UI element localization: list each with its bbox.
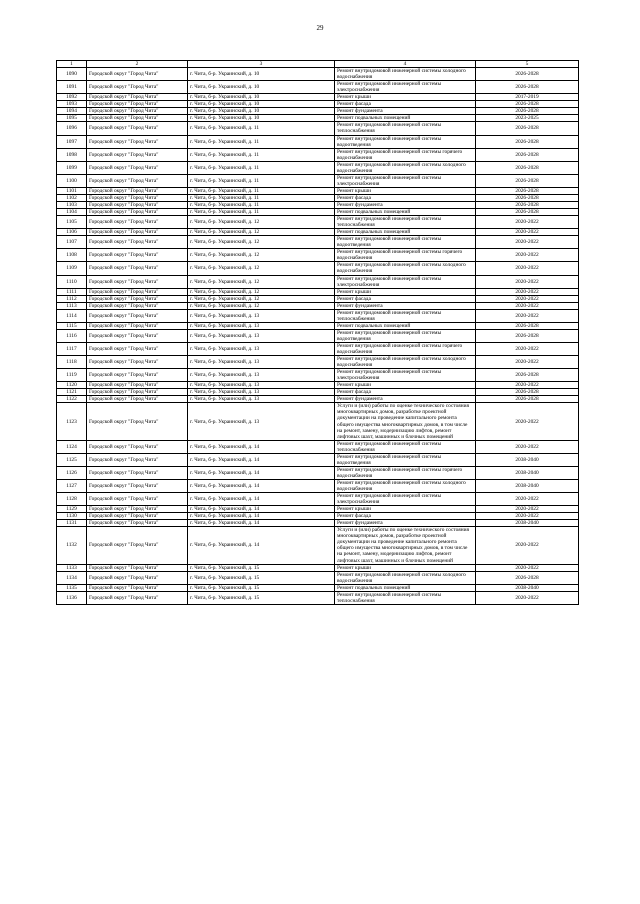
work-type-cell: Ремонт крыши: [335, 187, 476, 194]
table-row: [57, 564, 579, 571]
address-cell: г. Чита, б-р. Украинский, д. 12: [188, 229, 335, 236]
table-row: [57, 440, 579, 453]
work-type-cell: Ремонт крыши: [335, 382, 476, 389]
table-row: [57, 122, 579, 135]
municipality-cell: Городской округ "Город Чита": [87, 122, 188, 135]
table-row: [57, 382, 579, 389]
address-cell: г. Чита, б-р. Украинский, д. 10: [188, 108, 335, 115]
work-type-cell: Ремонт внутридомовой инженерной системы электроснабжения: [335, 174, 476, 187]
work-type-cell: Ремонт внутридомовой инженерной системы холодного водоснабжения: [335, 68, 476, 81]
row-number-cell: 1099: [57, 161, 87, 174]
row-number-cell: 1100: [57, 174, 87, 187]
municipality-cell: Городской округ "Город Чита": [87, 493, 188, 506]
address-cell: г. Чита, б-р. Украинский, д. 14: [188, 506, 335, 513]
municipality-cell: Городской округ "Город Чита": [87, 187, 188, 194]
row-number-cell: 1091: [57, 81, 87, 94]
address-cell: г. Чита, б-р. Украинский, д. 14: [188, 466, 335, 479]
row-number-cell: 1105: [57, 216, 87, 229]
municipality-cell: Городской округ "Город Чита": [87, 94, 188, 101]
municipality-cell: Городской округ "Город Чита": [87, 194, 188, 201]
work-type-cell: Ремонт внутридомовой инженерной системы теплоснабжения: [335, 122, 476, 135]
period-cell: 2038-2040: [476, 466, 579, 479]
work-type-cell: Ремонт внутридомовой инженерной системы водоотведения: [335, 453, 476, 466]
period-cell: 2038-2040: [476, 584, 579, 591]
address-cell: г. Чита, б-р. Украинский, д. 11: [188, 187, 335, 194]
table-row: [57, 262, 579, 275]
table-row: [57, 148, 579, 161]
address-cell: г. Чита, б-р. Украинский, д. 11: [188, 209, 335, 216]
table-row: [57, 174, 579, 187]
work-type-cell: Ремонт фундамента: [335, 201, 476, 208]
municipality-cell: Городской округ "Город Чита": [87, 329, 188, 342]
address-cell: г. Чита, б-р. Украинский, д. 14: [188, 520, 335, 527]
address-cell: г. Чита, б-р. Украинский, д. 10: [188, 101, 335, 108]
work-type-cell: Ремонт фундамента: [335, 302, 476, 309]
period-cell: 2038-2040: [476, 520, 579, 527]
period-cell: 2020-2022: [476, 275, 579, 288]
municipality-cell: Городской округ "Город Чита": [87, 440, 188, 453]
municipality-cell: Городской округ "Город Чита": [87, 506, 188, 513]
municipality-cell: Городской округ "Город Чита": [87, 201, 188, 208]
municipality-cell: Городской округ "Город Чита": [87, 591, 188, 604]
row-number-cell: 1117: [57, 342, 87, 355]
table-row: [57, 229, 579, 236]
row-number-cell: 1090: [57, 68, 87, 81]
municipality-cell: Городской округ "Город Чита": [87, 389, 188, 396]
period-cell: 2026-2028: [476, 101, 579, 108]
period-cell: 2020-2022: [476, 295, 579, 302]
address-cell: г. Чита, б-р. Украинский, д. 13: [188, 322, 335, 329]
table-row: [57, 389, 579, 396]
row-number-cell: 1133: [57, 564, 87, 571]
municipality-cell: Городской округ "Город Чита": [87, 302, 188, 309]
work-type-cell: Ремонт фундамента: [335, 396, 476, 403]
municipality-cell: Городской округ "Город Чита": [87, 466, 188, 479]
header-cell: 5: [476, 61, 579, 68]
municipality-cell: Городской округ "Город Чита": [87, 479, 188, 492]
municipality-cell: Городской округ "Город Чита": [87, 209, 188, 216]
address-cell: г. Чита, б-р. Украинский, д. 12: [188, 216, 335, 229]
table-row: [57, 108, 579, 115]
row-number-cell: 1136: [57, 591, 87, 604]
row-number-cell: 1113: [57, 302, 87, 309]
address-cell: г. Чита, б-р. Украинский, д. 12: [188, 295, 335, 302]
period-cell: 2026-2028: [476, 122, 579, 135]
work-type-cell: Ремонт внутридомовой инженерной системы электроснабжения: [335, 493, 476, 506]
work-type-cell: Ремонт внутридомовой инженерной системы водоотведения: [335, 329, 476, 342]
table-row: [57, 94, 579, 101]
table-row: [57, 493, 579, 506]
table-row: [57, 309, 579, 322]
address-cell: г. Чита, б-р. Украинский, д. 11: [188, 174, 335, 187]
table-row: [57, 216, 579, 229]
table-row: [57, 591, 579, 604]
period-cell: 2026-2028: [476, 201, 579, 208]
row-number-cell: 1108: [57, 249, 87, 262]
work-type-cell: Услуги и (или) работы по оценке технического состояния многоквартирных домов, разработке проектной документации на проведение капитального ремонта общего имущества многоквартирных домов, в том числе на ремонт, замену, модернизацию лифтов, ремонт лифтовых шахт, машинных и блочных помещений: [335, 403, 476, 440]
address-cell: г. Чита, б-р. Украинский, д. 10: [188, 94, 335, 101]
municipality-cell: Городской округ "Город Чита": [87, 115, 188, 122]
address-cell: г. Чита, б-р. Украинский, д. 13: [188, 369, 335, 382]
period-cell: 2026-2028: [476, 68, 579, 81]
row-number-cell: 1110: [57, 275, 87, 288]
table-row: [57, 209, 579, 216]
period-cell: 2020-2022: [476, 493, 579, 506]
work-type-cell: Ремонт внутридомовой инженерной системы теплоснабжения: [335, 216, 476, 229]
table-row: [57, 356, 579, 369]
work-type-cell: Ремонт внутридомовой инженерной системы холодного водоснабжения: [335, 161, 476, 174]
work-type-cell: Ремонт внутридомовой инженерной системы электроснабжения: [335, 81, 476, 94]
period-cell: 2017-2019: [476, 94, 579, 101]
address-cell: г. Чита, б-р. Украинский, д. 11: [188, 161, 335, 174]
period-cell: 2023-2025: [476, 115, 579, 122]
period-cell: 2038-2040: [476, 453, 579, 466]
table-row: [57, 236, 579, 249]
work-type-cell: Ремонт внутридомовой инженерной системы горячего водоснабжения: [335, 342, 476, 355]
period-cell: 2020-2022: [476, 342, 579, 355]
work-type-cell: Ремонт внутридомовой инженерной системы холодного водоснабжения: [335, 479, 476, 492]
municipality-cell: Городской округ "Город Чита": [87, 249, 188, 262]
period-cell: 2026-2028: [476, 148, 579, 161]
period-cell: 2026-2028: [476, 194, 579, 201]
work-type-cell: Ремонт внутридомовой инженерной системы горячего водоснабжения: [335, 249, 476, 262]
municipality-cell: Городской округ "Город Чита": [87, 520, 188, 527]
work-type-cell: Ремонт подвальных помещений: [335, 115, 476, 122]
work-type-cell: Ремонт внутридомовой инженерной системы горячего водоснабжения: [335, 148, 476, 161]
address-cell: г. Чита, б-р. Украинский, д. 10: [188, 81, 335, 94]
row-number-cell: 1095: [57, 115, 87, 122]
municipality-cell: Городской округ "Город Чита": [87, 81, 188, 94]
municipality-cell: Городской округ "Город Чита": [87, 101, 188, 108]
work-type-cell: Ремонт подвальных помещений: [335, 584, 476, 591]
table-row: [57, 101, 579, 108]
municipality-cell: Городской округ "Город Чита": [87, 288, 188, 295]
row-number-cell: 1097: [57, 135, 87, 148]
address-cell: г. Чита, б-р. Украинский, д. 11: [188, 201, 335, 208]
work-type-cell: Ремонт внутридомовой инженерной системы водоотведения: [335, 135, 476, 148]
work-type-cell: Ремонт подвальных помещений: [335, 322, 476, 329]
address-cell: г. Чита, б-р. Украинский, д. 13: [188, 389, 335, 396]
period-cell: 2026-2028: [476, 174, 579, 187]
municipality-cell: Городской округ "Город Чита": [87, 108, 188, 115]
row-number-cell: 1102: [57, 194, 87, 201]
address-cell: г. Чита, б-р. Украинский, д. 11: [188, 148, 335, 161]
address-cell: г. Чита, б-р. Украинский, д. 14: [188, 493, 335, 506]
period-cell: 2020-2022: [476, 564, 579, 571]
address-cell: г. Чита, б-р. Украинский, д. 13: [188, 329, 335, 342]
municipality-cell: Городской округ "Город Чита": [87, 68, 188, 81]
table-row: [57, 68, 579, 81]
period-cell: 2020-2022: [476, 513, 579, 520]
table-row: [57, 187, 579, 194]
table-row: [57, 194, 579, 201]
municipality-cell: Городской округ "Город Чита": [87, 513, 188, 520]
work-type-cell: Ремонт крыши: [335, 564, 476, 571]
table-row: [57, 571, 579, 584]
period-cell: 2026-2028: [476, 161, 579, 174]
table-row: [57, 249, 579, 262]
municipality-cell: Городской округ "Город Чита": [87, 229, 188, 236]
row-number-cell: 1120: [57, 382, 87, 389]
period-cell: 2020-2022: [476, 302, 579, 309]
municipality-cell: Городской округ "Город Чита": [87, 342, 188, 355]
address-cell: г. Чита, б-р. Украинский, д. 14: [188, 440, 335, 453]
table-row: [57, 295, 579, 302]
row-number-cell: 1101: [57, 187, 87, 194]
table-row: [57, 322, 579, 329]
table-row: [57, 584, 579, 591]
period-cell: 2026-2028: [476, 81, 579, 94]
address-cell: г. Чита, б-р. Украинский, д. 14: [188, 453, 335, 466]
work-type-cell: Ремонт крыши: [335, 506, 476, 513]
repair-schedule-table: [56, 60, 579, 605]
row-number-cell: 1118: [57, 356, 87, 369]
address-cell: г. Чита, б-р. Украинский, д. 13: [188, 396, 335, 403]
row-number-cell: 1122: [57, 396, 87, 403]
row-number-cell: 1116: [57, 329, 87, 342]
work-type-cell: Ремонт внутридомовой инженерной системы электроснабжения: [335, 275, 476, 288]
table-row: [57, 513, 579, 520]
municipality-cell: Городской округ "Город Чита": [87, 174, 188, 187]
work-type-cell: Ремонт внутридомовой инженерной системы электроснабжения: [335, 369, 476, 382]
work-type-cell: Ремонт фундамента: [335, 108, 476, 115]
row-number-cell: 1128: [57, 493, 87, 506]
table-row: [57, 527, 579, 564]
address-cell: г. Чита, б-р. Украинский, д. 15: [188, 564, 335, 571]
municipality-cell: Городской округ "Город Чита": [87, 236, 188, 249]
period-cell: 2026-2028: [476, 396, 579, 403]
row-number-cell: 1129: [57, 506, 87, 513]
work-type-cell: Ремонт крыши: [335, 288, 476, 295]
row-number-cell: 1124: [57, 440, 87, 453]
table-row: [57, 479, 579, 492]
municipality-cell: Городской округ "Город Чита": [87, 382, 188, 389]
period-cell: 2026-2028: [476, 571, 579, 584]
period-cell: 2020-2022: [476, 249, 579, 262]
period-cell: 2038-2040: [476, 479, 579, 492]
table-row: [57, 369, 579, 382]
row-number-cell: 1119: [57, 369, 87, 382]
municipality-cell: Городской округ "Город Чита": [87, 309, 188, 322]
address-cell: г. Чита, б-р. Украинский, д. 14: [188, 479, 335, 492]
municipality-cell: Городской округ "Город Чита": [87, 369, 188, 382]
row-number-cell: 1103: [57, 201, 87, 208]
address-cell: г. Чита, б-р. Украинский, д. 14: [188, 527, 335, 564]
municipality-cell: Городской округ "Город Чита": [87, 396, 188, 403]
work-type-cell: Ремонт внутридомовой инженерной системы холодного водоснабжения: [335, 571, 476, 584]
table-header-row: [57, 61, 579, 68]
row-number-cell: 1131: [57, 520, 87, 527]
municipality-cell: Городской округ "Город Чита": [87, 161, 188, 174]
period-cell: 2020-2022: [476, 229, 579, 236]
address-cell: г. Чита, б-р. Украинский, д. 15: [188, 584, 335, 591]
period-cell: 2020-2022: [476, 440, 579, 453]
table-row: [57, 135, 579, 148]
header-cell: 4: [335, 61, 476, 68]
address-cell: г. Чита, б-р. Украинский, д. 11: [188, 194, 335, 201]
row-number-cell: 1127: [57, 479, 87, 492]
work-type-cell: Ремонт внутридомовой инженерной системы теплоснабжения: [335, 309, 476, 322]
work-type-cell: Ремонт фасада: [335, 389, 476, 396]
period-cell: 2020-2022: [476, 236, 579, 249]
municipality-cell: Городской округ "Город Чита": [87, 295, 188, 302]
table-row: [57, 81, 579, 94]
period-cell: 2020-2022: [476, 288, 579, 295]
municipality-cell: Городской округ "Город Чита": [87, 148, 188, 161]
address-cell: г. Чита, б-р. Украинский, д. 13: [188, 342, 335, 355]
address-cell: г. Чита, б-р. Украинский, д. 15: [188, 591, 335, 604]
work-type-cell: Ремонт крыши: [335, 94, 476, 101]
address-cell: г. Чита, б-р. Украинский, д. 12: [188, 236, 335, 249]
table-row: [57, 302, 579, 309]
period-cell: 2026-2028: [476, 322, 579, 329]
period-cell: 2026-2028: [476, 369, 579, 382]
municipality-cell: Городской округ "Город Чита": [87, 584, 188, 591]
address-cell: г. Чита, б-р. Украинский, д. 13: [188, 403, 335, 440]
work-type-cell: Ремонт внутридомовой инженерной системы теплоснабжения: [335, 440, 476, 453]
header-cell: 2: [87, 61, 188, 68]
address-cell: г. Чита, б-р. Украинский, д. 13: [188, 309, 335, 322]
municipality-cell: Городской округ "Город Чита": [87, 135, 188, 148]
municipality-cell: Городской округ "Город Чита": [87, 356, 188, 369]
row-number-cell: 1125: [57, 453, 87, 466]
address-cell: г. Чита, б-р. Украинский, д. 11: [188, 122, 335, 135]
work-type-cell: Ремонт фундамента: [335, 520, 476, 527]
municipality-cell: Городской округ "Город Чита": [87, 453, 188, 466]
address-cell: г. Чита, б-р. Украинский, д. 13: [188, 382, 335, 389]
table-row: [57, 520, 579, 527]
work-type-cell: Ремонт внутридомовой инженерной системы холодного водоснабжения: [335, 356, 476, 369]
period-cell: 2026-2028: [476, 329, 579, 342]
period-cell: 2020-2022: [476, 216, 579, 229]
period-cell: 2020-2022: [476, 382, 579, 389]
row-number-cell: 1098: [57, 148, 87, 161]
period-cell: 2020-2022: [476, 403, 579, 440]
period-cell: 2026-2028: [476, 187, 579, 194]
work-type-cell: Ремонт внутридомовой инженерной системы горячего водоснабжения: [335, 466, 476, 479]
period-cell: 2026-2028: [476, 135, 579, 148]
period-cell: 2026-2028: [476, 209, 579, 216]
row-number-cell: 1109: [57, 262, 87, 275]
row-number-cell: 1126: [57, 466, 87, 479]
address-cell: г. Чита, б-р. Украинский, д. 13: [188, 356, 335, 369]
work-type-cell: Ремонт фасада: [335, 295, 476, 302]
row-number-cell: 1123: [57, 403, 87, 440]
work-type-cell: Ремонт внутридомовой инженерной системы теплоснабжения: [335, 591, 476, 604]
work-type-cell: Ремонт фасада: [335, 513, 476, 520]
period-cell: 2020-2022: [476, 527, 579, 564]
period-cell: 2020-2022: [476, 356, 579, 369]
municipality-cell: Городской округ "Город Чита": [87, 571, 188, 584]
address-cell: г. Чита, б-р. Украинский, д. 10: [188, 115, 335, 122]
address-cell: г. Чита, б-р. Украинский, д. 12: [188, 249, 335, 262]
work-type-cell: Ремонт внутридомовой инженерной системы холодного водоснабжения: [335, 262, 476, 275]
row-number-cell: 1135: [57, 584, 87, 591]
row-number-cell: 1121: [57, 389, 87, 396]
address-cell: г. Чита, б-р. Украинский, д. 12: [188, 262, 335, 275]
page-number: 29: [316, 24, 324, 32]
table-row: [57, 275, 579, 288]
table-row: [57, 115, 579, 122]
row-number-cell: 1106: [57, 229, 87, 236]
period-cell: 2026-2028: [476, 108, 579, 115]
work-type-cell: Ремонт подвальных помещений: [335, 209, 476, 216]
table-row: [57, 466, 579, 479]
work-type-cell: Ремонт внутридомовой инженерной системы водоотведения: [335, 236, 476, 249]
municipality-cell: Городской округ "Город Чита": [87, 527, 188, 564]
row-number-cell: 1132: [57, 527, 87, 564]
period-cell: 2020-2022: [476, 262, 579, 275]
address-cell: г. Чита, б-р. Украинский, д. 15: [188, 571, 335, 584]
row-number-cell: 1096: [57, 122, 87, 135]
municipality-cell: Городской округ "Город Чита": [87, 403, 188, 440]
row-number-cell: 1114: [57, 309, 87, 322]
row-number-cell: 1107: [57, 236, 87, 249]
period-cell: 2020-2022: [476, 506, 579, 513]
table-row: [57, 288, 579, 295]
municipality-cell: Городской округ "Город Чита": [87, 216, 188, 229]
municipality-cell: Городской округ "Город Чита": [87, 275, 188, 288]
address-cell: г. Чита, б-р. Украинский, д. 12: [188, 302, 335, 309]
municipality-cell: Городской округ "Город Чита": [87, 564, 188, 571]
row-number-cell: 1111: [57, 288, 87, 295]
row-number-cell: 1112: [57, 295, 87, 302]
row-number-cell: 1104: [57, 209, 87, 216]
work-type-cell: Ремонт подвальных помещений: [335, 229, 476, 236]
work-type-cell: Услуги и (или) работы по оценке технического состояния многоквартирных домов, разработке проектной документации на проведение капитального ремонта общего имущества многоквартирных домов, в том числе на ремонт, замену, модернизацию лифтов, ремонт лифтовых шахт, машинных и блочных помещений: [335, 527, 476, 564]
address-cell: г. Чита, б-р. Украинский, д. 12: [188, 275, 335, 288]
address-cell: г. Чита, б-р. Украинский, д. 11: [188, 135, 335, 148]
municipality-cell: Городской округ "Город Чита": [87, 262, 188, 275]
table-row: [57, 161, 579, 174]
work-type-cell: Ремонт фасада: [335, 101, 476, 108]
row-number-cell: 1134: [57, 571, 87, 584]
table-row: [57, 329, 579, 342]
municipality-cell: Городской округ "Город Чита": [87, 322, 188, 329]
work-type-cell: Ремонт фасада: [335, 194, 476, 201]
row-number-cell: 1094: [57, 108, 87, 115]
header-cell: 1: [57, 61, 87, 68]
address-cell: г. Чита, б-р. Украинский, д. 14: [188, 513, 335, 520]
period-cell: 2020-2022: [476, 591, 579, 604]
table-row: [57, 403, 579, 440]
table-row: [57, 201, 579, 208]
row-number-cell: 1092: [57, 94, 87, 101]
period-cell: 2020-2022: [476, 309, 579, 322]
period-cell: 2026-2028: [476, 389, 579, 396]
table-row: [57, 342, 579, 355]
header-cell: 3: [188, 61, 335, 68]
row-number-cell: 1130: [57, 513, 87, 520]
row-number-cell: 1093: [57, 101, 87, 108]
address-cell: г. Чита, б-р. Украинский, д. 10: [188, 68, 335, 81]
table-row: [57, 453, 579, 466]
row-number-cell: 1115: [57, 322, 87, 329]
address-cell: г. Чита, б-р. Украинский, д. 12: [188, 288, 335, 295]
table-row: [57, 506, 579, 513]
table-row: [57, 396, 579, 403]
